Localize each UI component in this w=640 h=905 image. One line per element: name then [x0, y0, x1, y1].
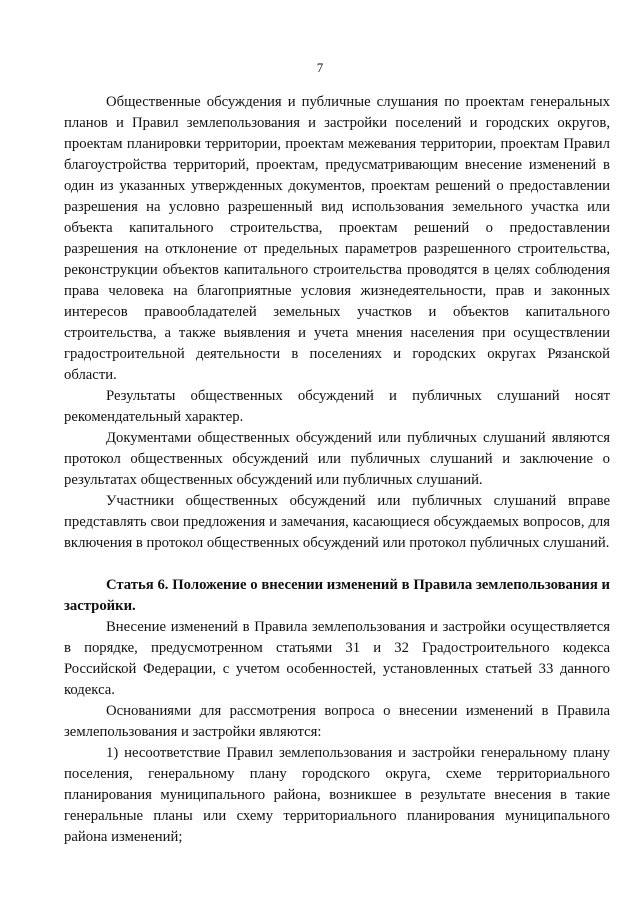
article-6-heading: Статья 6. Положение о внесении изменений в Правила землепользования и застройки. — [64, 577, 610, 614]
paragraph-results: Результаты общественных обсуждений и публичных слушаний носят рекомендательный характер. — [64, 388, 610, 425]
page-number: 7 — [316, 60, 324, 75]
paragraph-grounds: Основаниями для рассмотрения вопроса о внесении изменений в Правила землепользования и застройки являются: — [64, 703, 610, 740]
paragraph-participants: Участники общественных обсуждений или публичных слушаний вправе представлять свои предложения и замечания, касающиеся обсуждаемых вопросов, для включения в протокол общественных обсуждений или протокол публичных слушаний. — [64, 493, 610, 551]
list-item-1: 1) несоответствие Правил землепользования и застройки генеральному плану поселения, генеральному плану городского округа, схеме территориального планирования муниципального района, возникшее в результате внесения в такие генеральные планы или схему территориального планирования муниципального района изменений; — [64, 745, 610, 845]
paragraph-amendment-procedure: Внесение изменений в Правила землепользования и застройки осуществляется в порядке, предусмотренном статьями 31 и 32 Градостроительного кодекса Российской Федерации, с учетом особенностей, установленных статьей 33 данного кодекса. — [64, 619, 610, 698]
paragraph-public-hearings: Общественные обсуждения и публичные слушания по проектам генеральных планов и Правил землепользования и застройки поселений и городских округов, проектам планировки территории, проектам межевания территории, проектам Правил благоустройства территорий, проектам, предусматривающим внесение изменений в один из указанных утвержденных документов, проектам решений о предоставлении разрешения на условно разрешенный вид использования земельного участка или объекта капитального строительства, проектам решений о предоставлении разрешения на отклонение от предельных параметров разрешенного строительства, реконструкции объектов капитального строительства проводятся в целях соблюдения права человека на благоприятные условия жизнедеятельности, прав и законных интересов правообладателей земельных участков и объектов капитального строительства, а также выявления и учета мнения населения при осуществлении градостроительной деятельности в поселениях и городских округах Рязанской области. — [64, 94, 610, 383]
document-body — [64, 92, 610, 848]
paragraph-documents: Документами общественных обсуждений или публичных слушаний являются протокол общественных обсуждений или публичных слушаний и заключение о результатах общественных обсуждений или публичных слушаний. — [64, 430, 610, 488]
